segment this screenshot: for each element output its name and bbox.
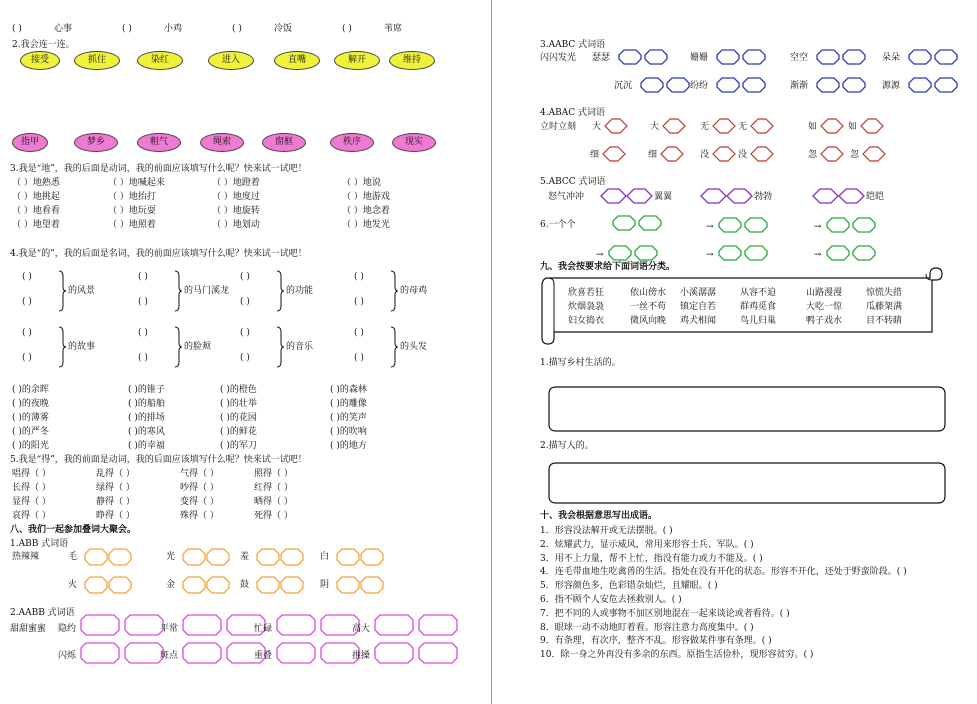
repeat-box[interactable] — [826, 217, 876, 233]
brace — [390, 326, 398, 368]
sub-title: 1.ABB 式词语 — [10, 539, 69, 549]
de-phrase: （ ）地望着 — [12, 220, 60, 230]
de-phrase: （ ）地度过 — [212, 192, 260, 202]
de-phrase: （ ）地玩耍 — [108, 206, 156, 216]
abac-box[interactable] — [602, 146, 626, 162]
abb-box[interactable] — [256, 548, 304, 566]
section-title: 5.我是“得”，我的前面是动词，我的后面应该填写什么呢？快来试一试吧！ — [10, 455, 307, 465]
aabb-word: 重叠 — [254, 651, 273, 661]
classify-word: 小溪潺潺 — [680, 288, 717, 298]
aabb-box[interactable] — [374, 642, 458, 664]
de-noun-phrase: ( )的锥子 — [128, 385, 165, 395]
example-word: 怒气冲冲 — [548, 192, 585, 202]
de-noun-phrase: ( )的严冬 — [12, 427, 49, 437]
aabb-word: 推搡 — [352, 651, 371, 661]
abac-box[interactable] — [820, 118, 844, 134]
abb-box[interactable] — [336, 548, 384, 566]
abb-box[interactable] — [84, 576, 132, 594]
abb-char: 光 — [166, 552, 176, 562]
abb-char: 羞 — [240, 552, 250, 562]
abac-char: 忽 — [850, 150, 860, 160]
classify-word: 从容不迫 — [740, 288, 777, 298]
top-word: 心事 — [54, 24, 73, 34]
aabb-word: 闪烁 — [58, 651, 77, 661]
example-word: 立时立刻 — [540, 122, 577, 132]
answer-box-rural[interactable] — [548, 386, 946, 432]
idiom-question: 8．眼球一动不动地盯着看。形容注意力高度集中。( ) — [540, 622, 754, 633]
blank-paren: ( ) — [240, 353, 250, 363]
de-noun-phrase: ( )的排场 — [128, 413, 165, 423]
classify-word: 瓜藤架满 — [866, 302, 903, 312]
de-noun-phrase: ( )的阳光 — [12, 441, 49, 451]
aabb-box[interactable] — [276, 614, 360, 636]
classify-word: 一丝不苟 — [630, 302, 667, 312]
section-title: 4.我是“的”，我的后面是名词，我的前面应该填写什么呢？快来试一试吧！ — [10, 249, 307, 259]
abb-box[interactable] — [336, 576, 384, 594]
blank-paren: ( ) — [240, 328, 250, 338]
top-word: 小鸡 — [164, 24, 183, 34]
idiom-question: 5．形容颜色多，色彩错杂灿烂，且耀眼。( ) — [540, 581, 718, 592]
blank-paren: ( ) — [138, 297, 148, 307]
abac-char: 忽 — [808, 150, 818, 160]
de-phrase: （ ）地喊起来 — [108, 178, 165, 188]
classify-word: 依山傍水 — [630, 288, 667, 298]
de-verb-phrase: 睁得（ ） — [96, 511, 135, 521]
aabc-word: 朵朵 — [882, 53, 901, 63]
de-phrase: （ ）地划动 — [212, 220, 260, 230]
blank-paren: ( ) — [232, 24, 242, 34]
blank-paren: ( ) — [354, 353, 364, 363]
de-verb-phrase: 绿得（ ） — [96, 483, 135, 493]
answer-box-people[interactable] — [548, 462, 946, 504]
abac-char: 如 — [808, 122, 818, 132]
repeat-box[interactable] — [612, 215, 662, 231]
de-noun-phrase: ( )的夜晚 — [12, 399, 49, 409]
de-verb-phrase: 晒得（ ） — [254, 497, 293, 507]
aabb-word: 隐约 — [58, 624, 77, 634]
aabb-word: 平常 — [160, 624, 179, 634]
aabc-box[interactable] — [640, 77, 690, 93]
aabc-word: 纷纷 — [690, 81, 709, 91]
classify-word: 大吃一惊 — [806, 302, 843, 312]
repeat-box[interactable] — [718, 217, 768, 233]
de-verb-phrase: 长得（ ） — [12, 483, 51, 493]
aabb-word: 忙碌 — [254, 624, 273, 634]
blank-paren: ( ) — [22, 297, 32, 307]
match-oval-bottom[interactable]: 指甲 — [12, 133, 48, 152]
blank-paren: ( ) — [354, 272, 364, 282]
aabc-box[interactable] — [816, 77, 866, 93]
aabc-box[interactable] — [908, 77, 958, 93]
abac-box[interactable] — [820, 146, 844, 162]
de-noun-phrase: ( )的鲜花 — [220, 427, 257, 437]
aabc-word: 源源 — [882, 81, 901, 91]
de-phrase: （ ）地说 — [342, 178, 381, 188]
sub-title: 3.AABC 式词语 — [540, 40, 606, 50]
sub-title: 4.ABAC 式词语 — [540, 108, 605, 118]
abac-box[interactable] — [862, 146, 886, 162]
de-phrase: （ ）地熟悉 — [12, 178, 60, 188]
de-phrase: （ ）地照着 — [108, 220, 156, 230]
de-noun-phrase: ( )的笑声 — [330, 413, 367, 423]
abac-char: 没 — [738, 150, 748, 160]
example-word: 闪闪发光 — [540, 53, 577, 63]
arrow-icon: → — [706, 222, 714, 232]
aabc-word: 瑟瑟 — [592, 53, 611, 63]
de-noun-phrase: ( )的地方 — [330, 441, 367, 451]
abb-box[interactable] — [182, 576, 230, 594]
blank-paren: ( ) — [354, 328, 364, 338]
top-word: 冷饭 — [274, 24, 293, 34]
idiom-question: 4．连毛带血地生吃禽兽的生活。指处在没有开化的状态。形容不开化，还处于野蛮阶段。( ) — [540, 567, 907, 578]
sub-title: 5.ABCC 式词语 — [540, 177, 606, 187]
abb-char: 白 — [320, 552, 330, 562]
de-verb-phrase: 红得（ ） — [254, 483, 293, 493]
blank-paren: ( ) — [12, 24, 22, 34]
bracket-noun: 的马门溪龙 — [184, 286, 230, 296]
de-verb-phrase: 静得（ ） — [96, 497, 135, 507]
aabb-word: 斑点 — [160, 651, 179, 661]
de-noun-phrase: ( )的橙色 — [220, 385, 257, 395]
blank-paren: ( ) — [240, 297, 250, 307]
de-phrase: （ ）地发光 — [342, 220, 390, 230]
de-noun-phrase: ( )的寒风 — [128, 427, 165, 437]
abac-box[interactable] — [662, 118, 686, 134]
match-oval-top[interactable]: 解开 — [334, 51, 380, 70]
blank-paren: ( ) — [22, 272, 32, 282]
abac-box[interactable] — [750, 118, 774, 134]
de-verb-phrase: 乱得（ ） — [96, 469, 135, 479]
match-oval-bottom[interactable]: 秩序 — [330, 133, 374, 152]
classify-word: 鸟儿归巢 — [740, 316, 777, 326]
classify-word: 微风向晚 — [630, 316, 667, 326]
classify-word: 妇女捣衣 — [568, 316, 605, 326]
aabc-box[interactable] — [816, 49, 866, 65]
idiom-question: 7．把不同的人或事物不加区别地混在一起来谈论或者看待。( ) — [540, 608, 790, 619]
bracket-noun: 的母鸡 — [400, 286, 428, 296]
blank-paren: ( ) — [138, 328, 148, 338]
aabb-box[interactable] — [276, 642, 360, 664]
idiom-question: 6．指不顾个人安危去拯救别人。( ) — [540, 595, 682, 605]
aabc-word: 渐渐 — [790, 81, 809, 91]
aabc-box[interactable] — [716, 49, 766, 65]
de-phrase: （ ）地游戏 — [342, 192, 390, 202]
repeat-box[interactable] — [718, 245, 768, 261]
bracket-noun: 的脸颊 — [184, 342, 212, 352]
classify-word: 山路漫漫 — [806, 288, 843, 298]
abac-char: 大 — [650, 122, 660, 132]
example-word: 甜甜蜜蜜 — [10, 624, 47, 634]
abcc-suffix: 皑皑 — [866, 192, 885, 202]
de-verb-phrase: 吵得（ ） — [180, 483, 219, 493]
abac-char: 没 — [700, 150, 710, 160]
abb-box[interactable] — [256, 576, 304, 594]
de-phrase: （ ）地旋转 — [212, 206, 260, 216]
abb-char: 阴 — [320, 580, 330, 590]
bracket-noun: 的音乐 — [286, 342, 314, 352]
brace — [276, 326, 284, 368]
de-phrase: （ ）地抬打 — [108, 192, 156, 202]
de-noun-phrase: ( )的花园 — [220, 413, 257, 423]
arrow-icon: → — [596, 250, 604, 260]
classify-word: 欣喜若狂 — [568, 288, 605, 298]
bracket-noun: 的故事 — [68, 342, 96, 352]
blank-paren: ( ) — [138, 272, 148, 282]
match-oval-top[interactable]: 维持 — [389, 51, 435, 70]
top-word: 苇席 — [384, 24, 403, 34]
section-title: 2.我会连一连。 — [12, 40, 75, 50]
abac-char: 无 — [700, 122, 710, 132]
match-oval-bottom[interactable]: 绳索 — [200, 133, 244, 152]
de-noun-phrase: ( )的雕像 — [330, 399, 367, 409]
de-verb-phrase: 显得（ ） — [12, 497, 51, 507]
idiom-question: 1．形容没法解开或无法摆脱。( ) — [540, 526, 673, 536]
de-noun-phrase: ( )的幸福 — [128, 441, 165, 451]
bracket-noun: 的功能 — [286, 286, 314, 296]
aabb-word: 高大 — [352, 624, 371, 634]
match-oval-top[interactable]: 抓住 — [74, 51, 120, 70]
match-oval-bottom[interactable]: 梦乡 — [74, 133, 118, 152]
aabc-word: 姗姗 — [690, 53, 709, 63]
sub-title: 2.AABB 式词语 — [10, 608, 75, 618]
blank-paren: ( ) — [22, 328, 32, 338]
abb-box[interactable] — [84, 548, 132, 566]
aabc-box[interactable] — [618, 49, 668, 65]
arrow-icon: → — [814, 250, 822, 260]
de-phrase: （ ）地蹬着 — [212, 178, 260, 188]
brace — [174, 326, 182, 368]
de-noun-phrase: ( )的余晖 — [12, 385, 49, 395]
match-oval-top[interactable]: 接受 — [20, 51, 60, 70]
sub-question: 2.描写人的。 — [540, 441, 594, 451]
de-verb-phrase: 变得（ ） — [180, 497, 219, 507]
abac-char: 如 — [848, 122, 858, 132]
classify-word: 群鸡觅食 — [740, 302, 777, 312]
classify-word: 惊慌失措 — [866, 288, 903, 298]
abac-box[interactable] — [660, 146, 684, 162]
de-phrase: （ ）地挑起 — [12, 192, 60, 202]
de-verb-phrase: 死得（ ） — [254, 511, 293, 521]
abac-box[interactable] — [604, 118, 628, 134]
abac-box[interactable] — [750, 146, 774, 162]
sub-question: 1.描写乡村生活的。 — [540, 358, 621, 368]
abcc-suffix: 翼翼 — [654, 192, 673, 202]
abcc-box[interactable] — [600, 188, 654, 204]
idiom-question: 10．除一身之外再没有多余的东西。原指生活俭朴，现形容贫穷。( ) — [540, 650, 814, 661]
match-oval-bottom[interactable]: 现实 — [392, 133, 436, 152]
classify-word: 炊烟袅袅 — [568, 302, 605, 312]
abb-char: 金 — [166, 580, 176, 590]
match-oval-top[interactable]: 进入 — [208, 51, 254, 70]
arrow-icon: → — [706, 250, 714, 260]
section-title: 十、我会根据意思写出成语。 — [540, 511, 658, 521]
abac-char: 细 — [590, 150, 600, 160]
abcc-box[interactable] — [812, 188, 866, 204]
aabb-box[interactable] — [374, 614, 458, 636]
de-verb-phrase: 殊得（ ） — [180, 511, 219, 521]
aabc-word: 沉沉 — [614, 81, 633, 91]
idiom-question: 2．炫耀武力，显示威风，常用来形容士兵、军队。( ) — [540, 539, 754, 550]
match-oval-top[interactable]: 直嘴 — [274, 51, 320, 70]
de-phrase: （ ）地念着 — [342, 206, 390, 216]
aabb-box[interactable] — [80, 642, 164, 664]
abb-char: 毛 — [68, 552, 78, 562]
aabc-box[interactable] — [716, 77, 766, 93]
repeat-box[interactable] — [608, 245, 658, 261]
de-noun-phrase: ( )的吹响 — [330, 427, 367, 437]
de-verb-phrase: 照得（ ） — [254, 469, 293, 479]
bracket-noun: 的风景 — [68, 286, 96, 296]
abb-char: 鼓 — [240, 580, 250, 590]
blank-paren: ( ) — [354, 297, 364, 307]
abac-char: 大 — [592, 122, 602, 132]
abac-box[interactable] — [712, 118, 736, 134]
de-noun-phrase: ( )的壮举 — [220, 399, 257, 409]
blank-paren: ( ) — [240, 272, 250, 282]
sub-title: 6.一个个 — [540, 220, 576, 230]
blank-paren: ( ) — [122, 24, 132, 34]
blank-paren: ( ) — [22, 353, 32, 363]
arrow-icon: → — [814, 222, 822, 232]
de-noun-phrase: ( )的军刀 — [220, 441, 257, 451]
blank-paren: ( ) — [342, 24, 352, 34]
abac-char: 细 — [648, 150, 658, 160]
idiom-question: 9．有条理，有次序，整齐不乱。形容做某件事有条理。( ) — [540, 636, 772, 647]
abac-box[interactable] — [712, 146, 736, 162]
abac-box[interactable] — [860, 118, 884, 134]
brace — [58, 326, 66, 368]
idiom-question: 3．用不上力量，帮不上忙，指没有能力或力不能及。( ) — [540, 553, 763, 564]
de-verb-phrase: 唱得（ ） — [12, 469, 51, 479]
aabb-box[interactable] — [80, 614, 164, 636]
bracket-noun: 的头发 — [400, 342, 428, 352]
de-verb-phrase: 哀得（ ） — [12, 511, 51, 521]
aabc-word: 空空 — [790, 53, 809, 63]
de-noun-phrase: ( )的薄雾 — [12, 413, 49, 423]
brace — [174, 270, 182, 312]
example-word: 热辣辣 — [12, 552, 40, 562]
brace — [390, 270, 398, 312]
aabc-box[interactable] — [908, 49, 958, 65]
classify-word: 鸡犬相闻 — [680, 316, 717, 326]
classify-word: 鸭子戏水 — [806, 316, 843, 326]
de-noun-phrase: ( )的船舶 — [128, 399, 165, 409]
abb-box[interactable] — [182, 548, 230, 566]
section-title: 八、我们一起参加叠词大聚会。 — [10, 525, 137, 535]
match-oval-bottom[interactable]: 窗框 — [262, 133, 306, 152]
section-title: 3.我是“地”，我的后面是动词，我的前面应该填写什么呢？快来试一试吧！ — [10, 164, 307, 174]
abb-char: 火 — [68, 580, 78, 590]
page-divider — [491, 0, 492, 704]
classify-word: 目不转睛 — [866, 316, 903, 326]
match-oval-top[interactable]: 染红 — [137, 51, 183, 70]
match-oval-bottom[interactable]: 粗气 — [137, 133, 181, 152]
abac-char: 无 — [738, 122, 748, 132]
abcc-suffix: 勃勃 — [754, 192, 773, 202]
repeat-box[interactable] — [826, 245, 876, 261]
brace — [276, 270, 284, 312]
de-phrase: （ ）地看看 — [12, 206, 60, 216]
brace — [58, 270, 66, 312]
classify-word: 镇定自若 — [680, 302, 717, 312]
section-title: 九、我会按要求给下面词语分类。 — [540, 262, 676, 272]
de-noun-phrase: ( )的森林 — [330, 385, 367, 395]
de-verb-phrase: 气得（ ） — [180, 469, 219, 479]
blank-paren: ( ) — [138, 353, 148, 363]
abcc-box[interactable] — [700, 188, 754, 204]
